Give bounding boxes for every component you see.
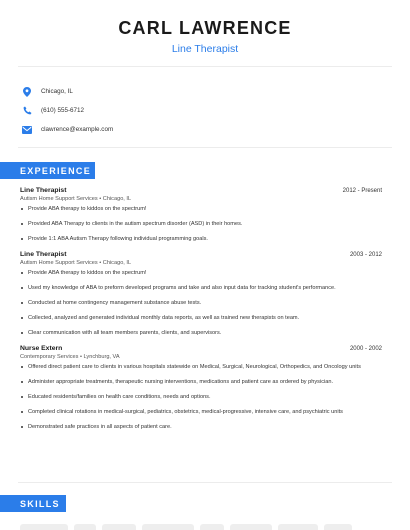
phone-icon <box>22 106 32 116</box>
job-bullet: Administer appropriate treatments, therapeutic nursing interventions, medications and patient care as ordered by physician. <box>20 378 382 386</box>
job-company: Autism Home Support Services • Chicago, IL <box>20 196 132 202</box>
job-title: Line Therapist <box>20 250 67 258</box>
contact-location <box>22 82 382 101</box>
contact-divider <box>18 147 392 148</box>
location-pin-icon <box>22 87 32 97</box>
email-icon <box>22 125 32 135</box>
experience-heading: EXPERIENCE <box>0 162 95 179</box>
experience-divider <box>18 482 392 483</box>
skill-pill <box>200 524 224 530</box>
contact-email[interactable] <box>22 120 382 139</box>
job-company: Autism Home Support Services • Chicago, IL <box>20 259 132 266</box>
contact-email-text[interactable]: clawrence@example.com <box>41 126 114 133</box>
skill-pill <box>20 524 68 530</box>
job-bullet: Completed clinical rotations in medical-surgical, pediatrics, obstetrics, medical-progressive, intensive care, and psychiatric units <box>20 408 382 416</box>
job-bullet: Collected, analyzed and generated individual monthly data reports, as well as trained new therapists on team. <box>20 314 382 322</box>
job-bullet: Clear communication with all team members parents, clients, and supervisors. <box>20 329 382 337</box>
job-bullet: Provide 1:1 ABA Autism Therapy following individual programming goals. <box>20 235 382 243</box>
job-bullet: Used my knowledge of ABA to preform developed programs and take and also input data for tracking student's performance. <box>20 284 382 292</box>
job-bullet: Offered direct patient care to clients in various hospitals statewide on Medical, Surgical, Neurological, Orthopedics, and Oncology units <box>20 363 382 371</box>
job-title: Line Therapist <box>20 187 67 194</box>
job-bullet: Provide ABA therapy to kiddos on the spectrum! <box>20 269 382 277</box>
job-date: 2003 - 2012 <box>349 251 382 258</box>
job-title: Nurse Extern <box>20 344 63 352</box>
candidate-name: CARL LAWRENCE <box>118 18 292 38</box>
resume-header <box>0 18 410 55</box>
job-entry <box>20 345 382 432</box>
contact-list <box>22 82 382 139</box>
job-bullet: Provided ABA Therapy to clients in the autism spectrum disorder (ASD) in their homes. <box>20 220 382 228</box>
header-divider <box>18 66 392 67</box>
skills-list <box>20 524 352 530</box>
skill-pill <box>102 524 136 530</box>
contact-phone-text: (610) 555-6712 <box>41 107 85 114</box>
skill-pill <box>324 524 352 530</box>
job-date: 2000 - 2002 <box>349 345 382 352</box>
skill-pill <box>74 524 96 530</box>
skills-heading: SKILLS <box>0 495 66 512</box>
job-bullet: Provide ABA therapy to kiddos on the spectrum! <box>20 205 382 213</box>
skill-pill <box>278 524 318 530</box>
contact-location-text: Chicago, IL <box>41 88 73 95</box>
contact-phone <box>22 101 382 120</box>
job-entry <box>20 187 382 243</box>
skill-pill <box>142 524 194 530</box>
skill-pill <box>230 524 272 530</box>
job-date: 2012 - Present <box>342 188 382 194</box>
job-bullet: Conducted at home contingency management substance abuse tests. <box>20 299 382 307</box>
job-entry <box>20 251 382 338</box>
job-bullet: Demonstrated safe practices in all aspects of patient care. <box>20 423 382 431</box>
candidate-title: Line Therapist <box>171 43 239 55</box>
job-bullet: Educated residents/families on health care conditions, needs and options. <box>20 393 382 401</box>
experience-section <box>20 187 382 438</box>
job-company: Contemporary Services • Lynchburg, VA <box>20 353 120 360</box>
